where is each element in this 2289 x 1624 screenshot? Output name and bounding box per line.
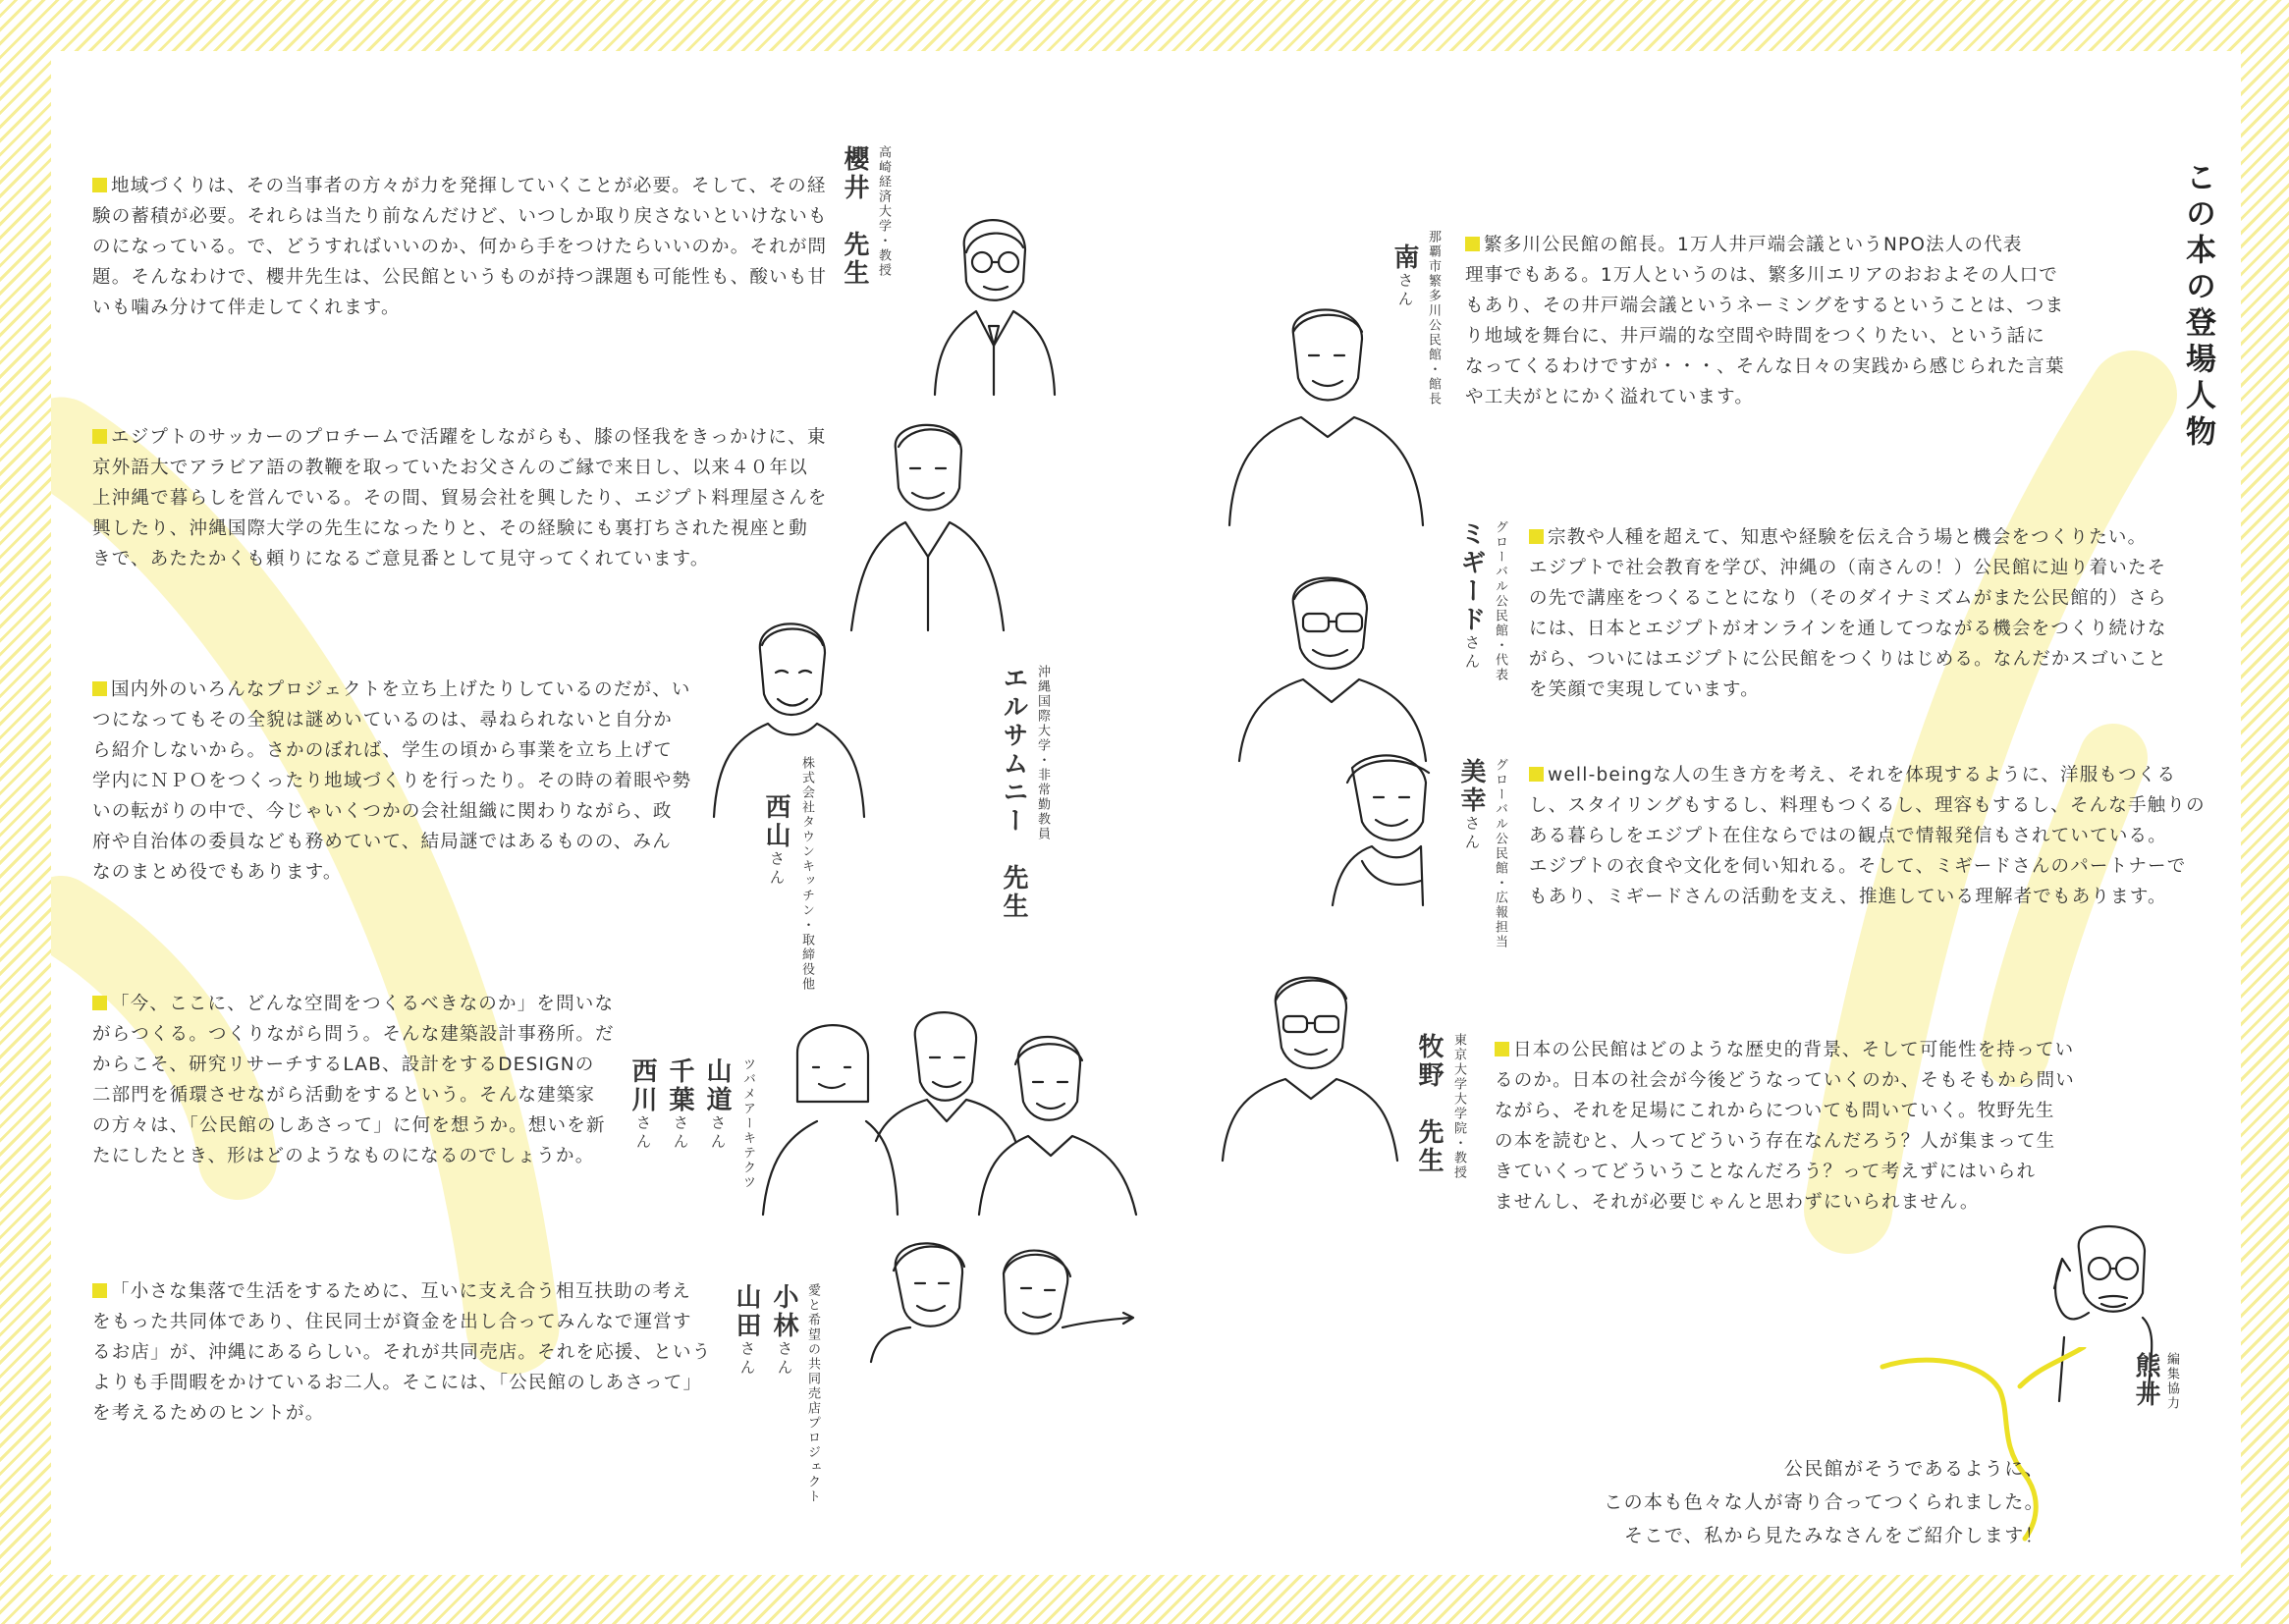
yellow-square-bullet xyxy=(1495,1042,1509,1056)
desc-line: し、スタイリングもするし、料理もつくるし、理容もするし、そんな手触りの xyxy=(1529,795,2206,816)
desc-line: なのまとめ役でもあります。 xyxy=(92,862,343,883)
desc-line: を笑顔で実現しています。 xyxy=(1529,679,1760,700)
elsamny-portrait xyxy=(842,409,1013,635)
tsubame-name-yamamichi: 山道さん xyxy=(702,1057,732,1152)
desc-line: の本を読むと、人ってどういう存在なんだろう？人が集まって生 xyxy=(1495,1131,2056,1152)
desc-line: もあり、その井戸端会議というネーミングをするということは、つま xyxy=(1465,296,2065,316)
closing-message xyxy=(1583,1452,2044,1552)
yellow-square-bullet xyxy=(1465,237,1480,251)
kumai-role: 編集協力 xyxy=(2164,1352,2179,1411)
desc-line: きていくってどういうことなんだろう？って考えずにはいられ xyxy=(1495,1162,2037,1182)
desc-line: いの転がりの中で、今じゃいくつかの会社組織に関わりながら、政 xyxy=(92,801,673,822)
desc-line: 繁多川公民館の館長。1万人井戸端会議というNPO法人の代表 xyxy=(1484,235,2023,255)
desc-line: 日本の公民館はどのような歴史的背景、そして可能性を持ってい xyxy=(1513,1040,2075,1060)
desc-line: 京外語大でアラビア語の教鞭を取っていたお父さんのご縁で来日し、以来４０年以 xyxy=(92,458,808,478)
migeed-portrait xyxy=(1229,560,1436,771)
nishiyama-role: 株式会社タウンキッチン・取締役他 xyxy=(799,756,814,992)
minami-description xyxy=(1465,230,2123,412)
makino-portrait xyxy=(1215,959,1406,1170)
desc-line: 「今、ここに、どんな空間をつくるべきなのか」を問いな xyxy=(111,994,615,1014)
desc-line: 「小さな集落で生活をするために、互いに支え合う相互扶助の考え xyxy=(111,1281,692,1302)
sakurai-name: 櫻井 先生 xyxy=(840,145,869,288)
desc-line: 国内外のいろんなプロジェクトを立ち上げたりしているのだが、い xyxy=(111,679,691,700)
kyodo-portrait xyxy=(866,1219,1141,1367)
kyodo-name-kobayashi: 小林さん xyxy=(769,1283,798,1378)
minami-name: 南さん xyxy=(1390,244,1419,309)
desc-line: ませんし、それが必要じゃんと思わずにいられません。 xyxy=(1495,1192,1980,1213)
desc-line: を考えるためのヒントが。 xyxy=(92,1403,325,1424)
minami-portrait xyxy=(1215,295,1436,530)
minami-role: 那覇市繁多川公民館・館長 xyxy=(1426,230,1441,406)
desc-line: よりも手間暇をかけているお二人。そこには、「公民館のしあさって」 xyxy=(92,1373,703,1393)
desc-line: るのか。日本の社会が今後どうなっていくのか、そもそもから問い xyxy=(1495,1070,2076,1091)
desc-line: たにしたとき、形はどのようなものになるのでしょうか。 xyxy=(92,1146,595,1166)
makino-description xyxy=(1495,1035,2123,1218)
desc-line: り地域を舞台に、井戸端的な空間や時間をつくりたい、という話に xyxy=(1465,326,2046,347)
desc-line: 宗教や人種を超えて、知恵や経験を伝え合う場と機会をつくりたい。 xyxy=(1548,527,2148,548)
desc-line: なってくるわけですが・・・、そんな日々の実践から感じられた言葉 xyxy=(1465,356,2065,377)
yellow-square-bullet xyxy=(1529,767,1544,782)
elsamny-role: 沖縄国際大学・非常勤教員 xyxy=(1035,665,1050,841)
desc-line: ながら、それを足場にこれからについても問いていく。牧野先生 xyxy=(1495,1101,2055,1121)
spread-page xyxy=(51,51,2241,1575)
tsubame-name-nishikawa: 西川さん xyxy=(627,1057,657,1152)
yellow-square-bullet xyxy=(92,1283,107,1298)
kumai-name: 熊井 xyxy=(2131,1352,2160,1409)
desc-line: をもった共同体であり、住民同士が資金を出し合ってみんなで運営す xyxy=(92,1312,692,1332)
desc-line: つになってもその全貌は謎めいているのは、尋ねられないと自分か xyxy=(92,710,674,731)
desc-line: きで、あたたかくも頼りになるご意見番として見守ってくれています。 xyxy=(92,549,710,569)
tsubame-name-chiba: 千葉さん xyxy=(665,1057,694,1152)
closing-line: そこで、私から見たみなさんをご紹介します！ xyxy=(1623,1525,2044,1546)
desc-line: がら、ついにはエジプトに公民館をつくりはじめる。なんだかスゴいこと xyxy=(1529,649,2168,670)
makino-role: 東京大学大学院・教授 xyxy=(1451,1033,1466,1180)
elsamny-name: エルサムニー 先生 xyxy=(999,665,1028,921)
desc-line: ある暮らしをエジプト在住ならではの観点で情報発信もされていている。 xyxy=(1529,826,2167,846)
miyuki-name: 美幸さん xyxy=(1456,758,1486,852)
tsubame-description xyxy=(92,989,642,1171)
desc-line: ら紹介しないから。さかのぼれば、学生の頃から事業を立ち上げて xyxy=(92,740,674,761)
sakurai-portrait xyxy=(915,189,1072,400)
desc-line: もあり、ミギードさんの活動を支え、推進している理解者でもあります。 xyxy=(1529,887,2167,907)
desc-line: 上沖縄で暮らしを営んでいる。その間、貿易会社を興したり、エジプト料理屋さんを xyxy=(92,488,828,509)
desc-line: エジプトで社会教育を学び、沖縄の（南さんの！）公民館に辿り着いたそ xyxy=(1529,558,2167,578)
closing-line: 公民館がそうであるように、 xyxy=(1783,1458,2044,1480)
sakurai-description xyxy=(92,171,858,323)
desc-line: エジプトのサッカーのプロチームで活躍をしながらも、膝の怪我をきっかけに、東 xyxy=(111,427,827,448)
kyodo-description xyxy=(92,1276,740,1429)
nishiyama-name: 西山さん xyxy=(761,793,790,888)
desc-line: 二部門を循環させながら活動をするという。そんな建築家 xyxy=(92,1085,596,1106)
makino-name: 牧野 先生 xyxy=(1414,1033,1444,1175)
migeed-name: ミギードさん xyxy=(1456,520,1486,672)
desc-line: 題。そんなわけで、櫻井先生は、公民館というものが持つ課題も可能性も、酸いも甘 xyxy=(92,267,828,288)
kyodo-role: 愛と希望の共同売店プロジェクト xyxy=(805,1283,820,1504)
desc-line: には、日本とエジプトがオンラインを通してつながる機会をつくり続けな xyxy=(1529,619,2167,639)
desc-line: の先で講座をつくることになり（そのダイナミズムがまた公民館的）さら xyxy=(1529,588,2167,609)
yellow-square-bullet xyxy=(92,429,107,444)
desc-line: の方々は、「公民館のしあさって」に何を想うか。想いを新 xyxy=(92,1115,606,1136)
yellow-square-bullet xyxy=(92,178,107,192)
desc-line: well-beingな人の生き方を考え、それを体現するように、洋服もつくる xyxy=(1548,765,2177,785)
kyodo-name-yamada: 山田さん xyxy=(732,1283,761,1378)
yellow-square-bullet xyxy=(92,996,107,1010)
desc-line: からこそ、研究リサーチするLAB、設計をするDESIGNの xyxy=(92,1055,595,1075)
tsubame-portrait xyxy=(758,994,1146,1219)
desc-line: 理事でもある。1万人というのは、繁多川エリアのおおよその人口で xyxy=(1465,265,2058,286)
desc-line: や工夫がとにかく溢れています。 xyxy=(1465,387,1755,407)
miyuki-description xyxy=(1529,760,2207,912)
desc-line: 験の蓄積が必要。それらは当たり前なんだけど、いつしか取り戻さないといけないも xyxy=(92,206,828,227)
desc-line: がらつくる。つくりながら問う。そんな建築設計事務所。だ xyxy=(92,1024,615,1045)
nishiyama-description xyxy=(92,675,731,888)
migeed-role: グローバル公民館・代表 xyxy=(1493,520,1507,682)
desc-line: 学内にＮＰＯをつくったり地域づくりを行ったり。その時の着眼や勢 xyxy=(92,771,692,791)
desc-line: るお店」が、沖縄にあるらしい。それが共同売店。それを応援、という xyxy=(92,1342,712,1363)
miyuki-role: グローバル公民館・広報担当 xyxy=(1493,758,1507,949)
desc-line: 府や自治体の委員なども務めていて、結局謎ではあるものの、みん xyxy=(92,832,672,852)
desc-line: エジプトの衣食や文化を伺い知れる。そして、ミギードさんのパートナーで xyxy=(1529,856,2187,877)
elsamny-description xyxy=(92,422,858,574)
page-heading: この本の登場人物 xyxy=(2180,161,2215,452)
miyuki-portrait xyxy=(1313,743,1441,910)
desc-line: 地域づくりは、その当事者の方々が力を発揮していくことが必要。そして、その経 xyxy=(111,176,827,196)
desc-line: 興したり、沖縄国際大学の先生になったりと、その経験にも裏打ちされた視座と動 xyxy=(92,518,808,539)
yellow-square-bullet xyxy=(1529,529,1544,544)
sakurai-role: 高崎経済大学・教授 xyxy=(876,145,891,278)
closing-line: この本も色々な人が寄り合ってつくられました。 xyxy=(1604,1491,2044,1513)
desc-line: のになっている。で、どうすればいいのか、何から手をつけたらいいのか。それが問 xyxy=(92,237,828,257)
yellow-square-bullet xyxy=(92,681,107,696)
tsubame-role: ツバメアーキテクツ xyxy=(740,1057,755,1190)
desc-line: いも噛み分けて伴走してくれます。 xyxy=(92,298,401,318)
migeed-description xyxy=(1529,522,2197,705)
